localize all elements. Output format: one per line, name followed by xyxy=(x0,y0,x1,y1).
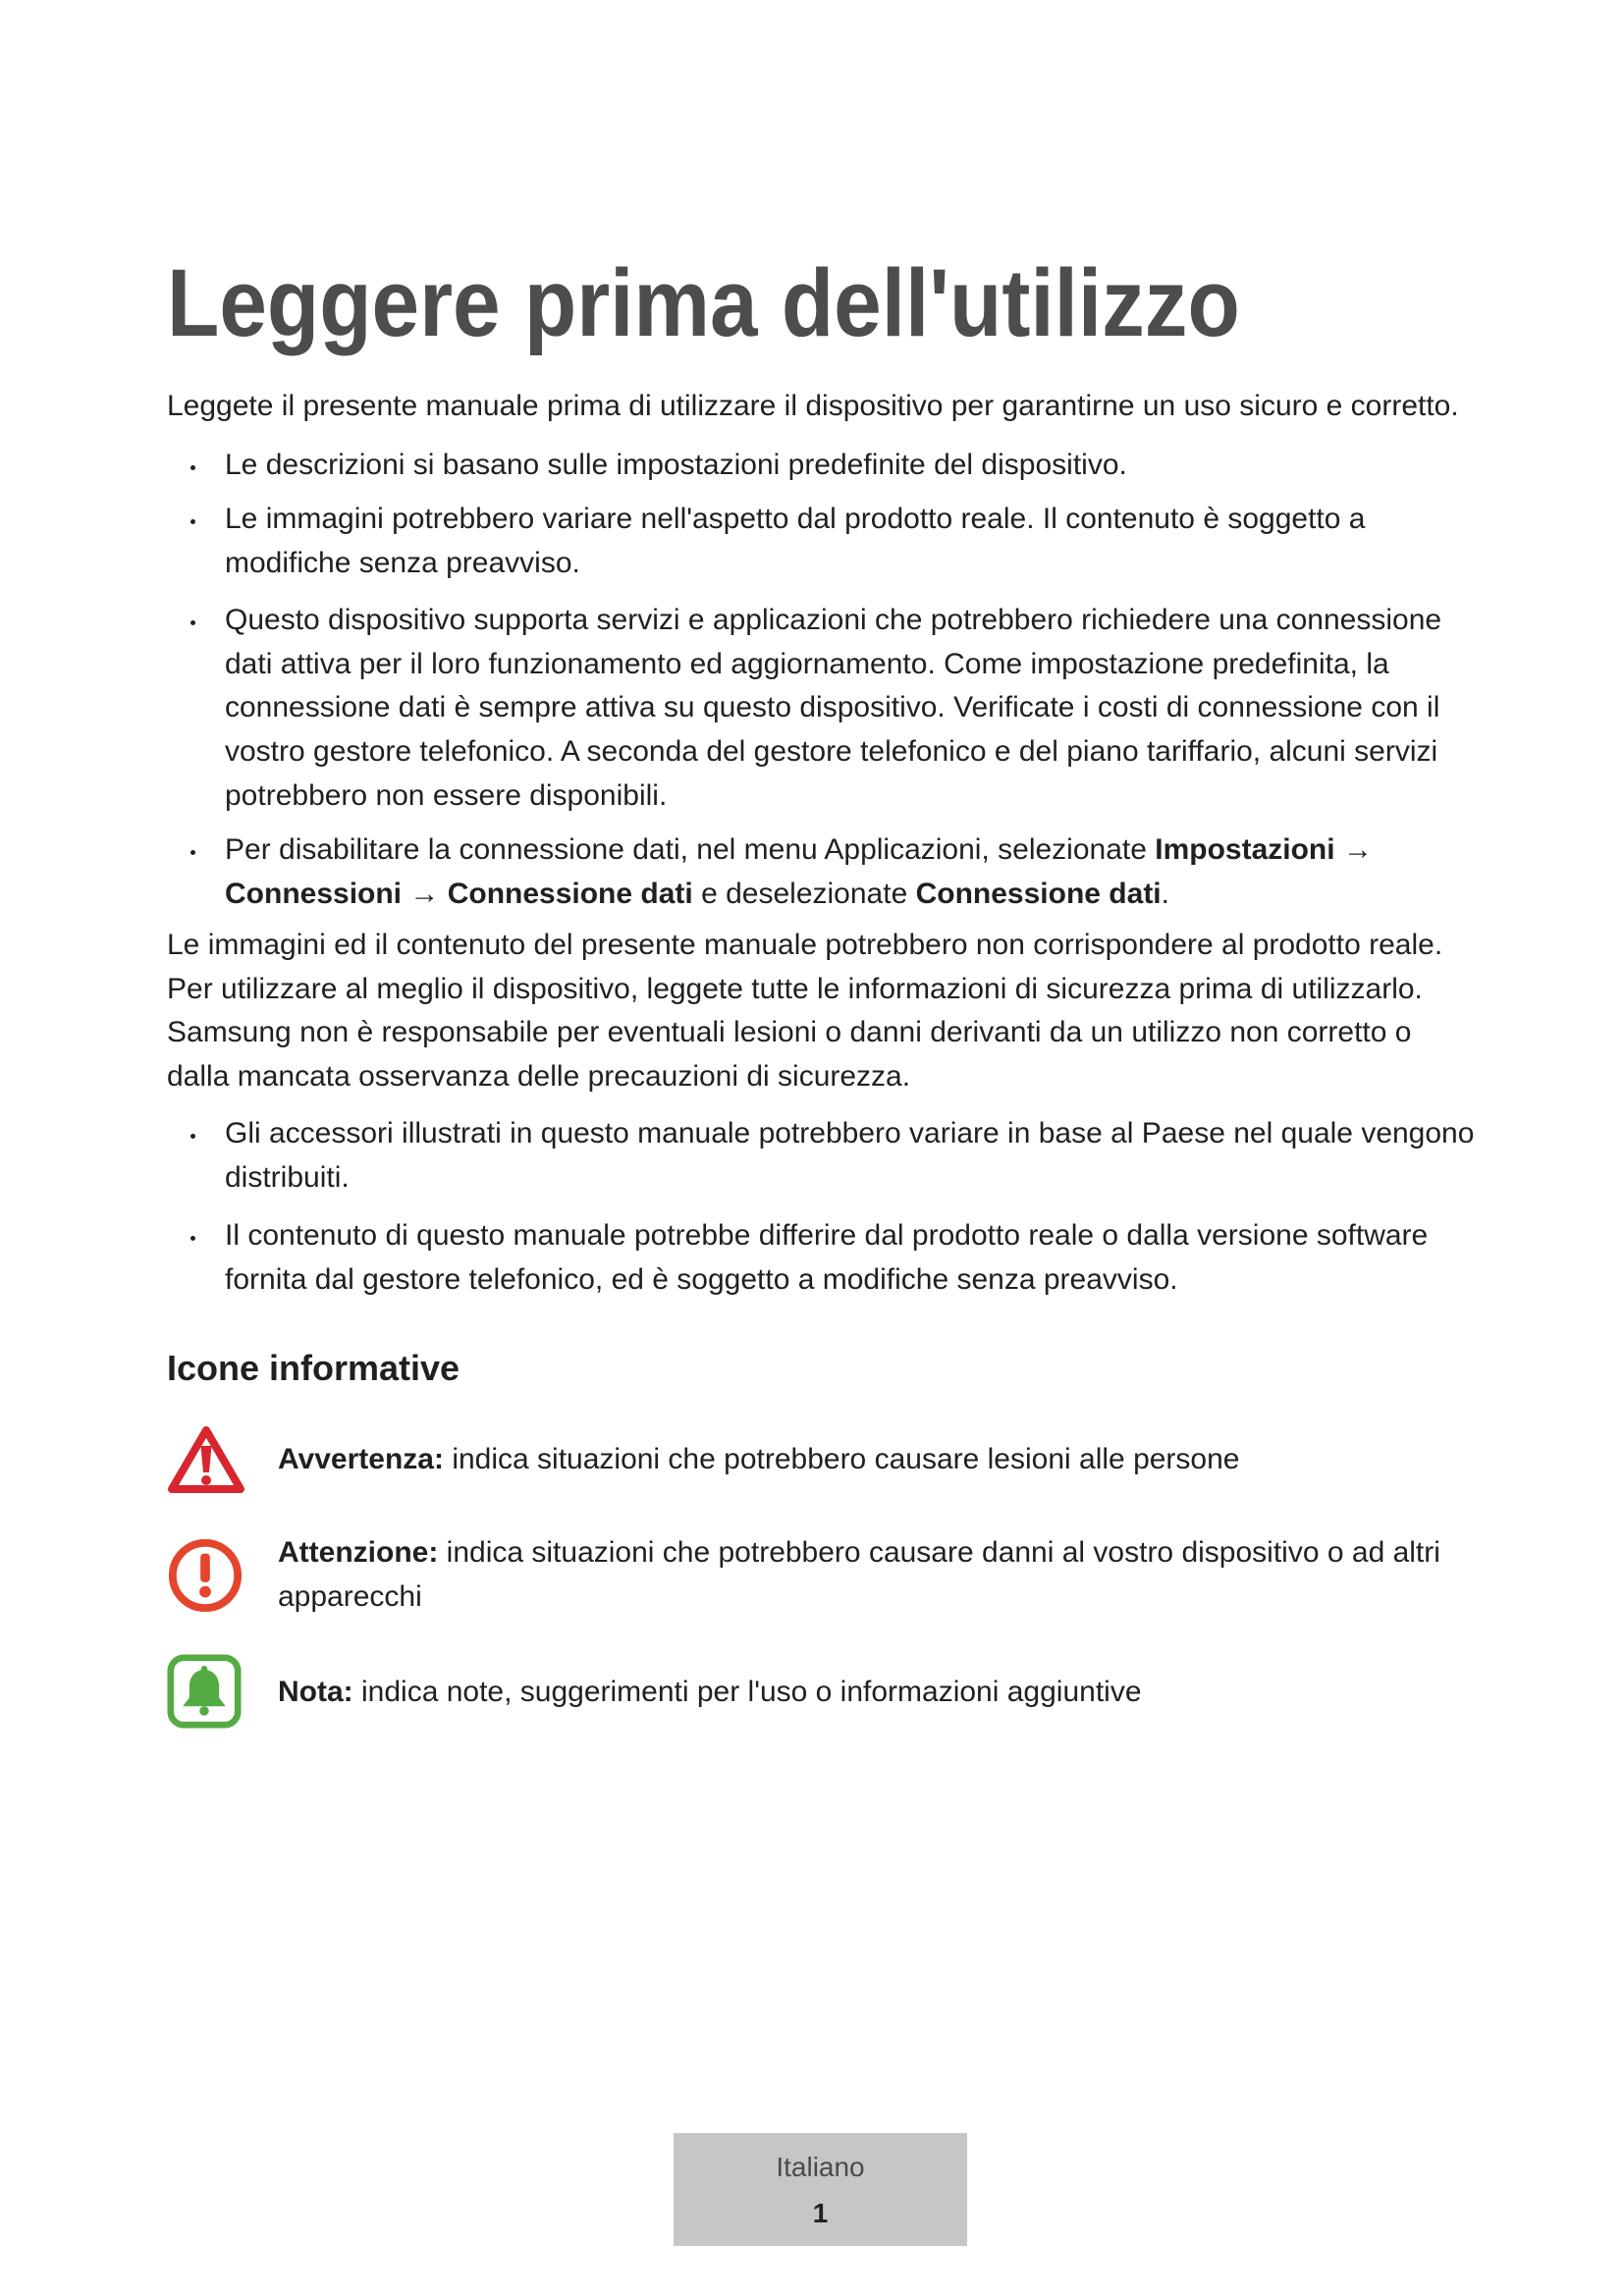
paragraph-line: Per utilizzare al meglio il dispositivo, leggete tutte le informazioni di sicurezza prima di utilizzarlo. xyxy=(167,972,1423,1005)
info-text: indica situazioni che potrebbero causare lesioni alle persone xyxy=(452,1443,1240,1475)
info-text: indica situazioni che potrebbero causare danni al vostro dispositivo o ad altri xyxy=(446,1536,1440,1569)
bullet-line: Le immagini potrebbero variare nell'aspetto dal prodotto reale. Il contenuto è soggetto a xyxy=(225,503,1366,535)
menu-path-connections: Connessioni xyxy=(225,877,403,910)
bullet-line xyxy=(225,828,1373,873)
info-line xyxy=(278,1531,1440,1575)
bullet-line: Le descrizioni si basano sulle impostazioni predefinite del dispositivo. xyxy=(225,449,1127,481)
info-label: Attenzione: xyxy=(278,1536,439,1569)
info-description xyxy=(278,1671,1142,1715)
bullet-line: potrebbero non essere disponibili. xyxy=(225,778,668,812)
bullet-item-data-services xyxy=(225,599,1441,819)
info-text: indica note, suggerimenti per l'uso o informazioni aggiuntive xyxy=(361,1676,1142,1708)
bullet-line: Questo dispositivo supporta servizi e applicazioni che potrebbero richiedere una connessione xyxy=(225,604,1442,636)
menu-path-settings: Impostazioni xyxy=(1155,833,1335,866)
info-description xyxy=(278,1531,1440,1619)
info-line: apparecchi xyxy=(278,1579,422,1613)
menu-path-data-connection: Connessione dati xyxy=(447,877,693,910)
note-icon xyxy=(167,1653,242,1730)
bullet-line xyxy=(225,873,1373,917)
info-label: Nota: xyxy=(278,1676,353,1708)
bullet-line: connessione dati è sempre attiva su questo dispositivo. Verificate i costi di connessione con il xyxy=(225,691,1440,724)
menu-arrow: → xyxy=(1342,833,1373,866)
language-label: Italiano xyxy=(776,2152,865,2182)
bullet-line: modifiche senza preavviso. xyxy=(225,546,580,579)
footer-page-indicator xyxy=(674,2133,967,2246)
bullet-item-accessories xyxy=(225,1112,1474,1200)
sentence-end: . xyxy=(1161,877,1169,910)
info-description xyxy=(278,1438,1239,1482)
bullet-line: dati attiva per il loro funzionamento ed aggiornamento. Come impostazione predefinita, la xyxy=(225,647,1389,680)
paragraph-line: Samsung non è responsabile per eventuali lesioni o danni derivanti da un utilizzo non corretto o xyxy=(167,1016,1412,1049)
page-number: 1 xyxy=(812,2198,829,2228)
intro-paragraph xyxy=(167,385,1459,429)
menu-arrow: → xyxy=(409,877,440,910)
paragraph-line: dalla mancata osservanza delle precauzioni di sicurezza. xyxy=(167,1060,911,1094)
info-line xyxy=(278,1671,1142,1715)
warning-icon xyxy=(167,1424,245,1495)
bullet-item-disable-data xyxy=(225,828,1373,916)
info-line xyxy=(278,1438,1239,1482)
instruction-text: Per disabilitare la connessione dati, nel menu Applicazioni, selezionate xyxy=(225,833,1147,866)
bullet-line: distribuiti. xyxy=(225,1160,350,1194)
bullet-line: fornita dal gestore telefonico, ed è soggetto a modifiche senza preavviso. xyxy=(225,1262,1178,1296)
notice-paragraph xyxy=(167,924,1442,1099)
bullet-item-default-settings xyxy=(225,444,1127,488)
page-title: Leggere prima dell'utilizzo xyxy=(167,249,1240,356)
bullet-line: Gli accessori illustrati in questo manuale potrebbero variare in base al Paese nel quale vengono xyxy=(225,1117,1475,1149)
bullet-line: vostro gestore telefonico. A seconda del gestore telefonico e del piano tariffario, alcuni servizi xyxy=(225,735,1438,769)
section-heading: Icone informative xyxy=(167,1348,460,1388)
bullet-item-images-vary xyxy=(225,498,1365,585)
caution-icon xyxy=(167,1537,244,1614)
instruction-text: e deselezionate xyxy=(701,877,908,910)
paragraph-line: Le immagini ed il contenuto del presente manuale potrebbero non corrispondere al prodotto reale. xyxy=(167,929,1443,961)
option-data-connection: Connessione dati xyxy=(915,877,1162,910)
bullet-item-content-differs xyxy=(225,1214,1428,1302)
info-label: Avvertenza: xyxy=(278,1443,444,1475)
intro-line: Leggete il presente manuale prima di utilizzare il dispositivo per garantirne un uso sicuro e corretto. xyxy=(167,390,1459,422)
bullet-line: Il contenuto di questo manuale potrebbe differire dal prodotto reale o dalla versione software xyxy=(225,1219,1429,1252)
